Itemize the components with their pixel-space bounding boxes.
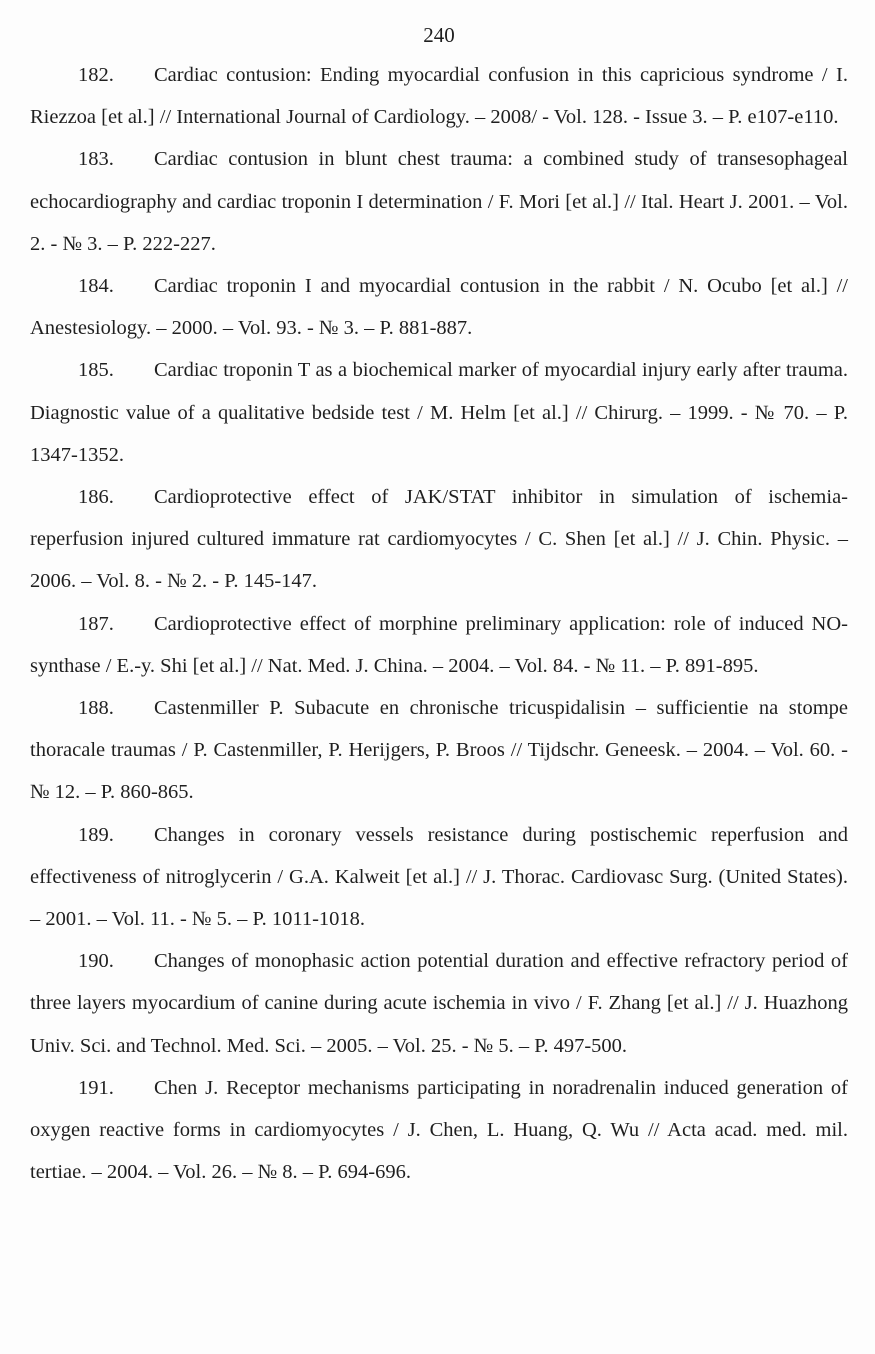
reference-text: Cardioprotective effect of JAK/STAT inhibitor in simulation of ischemia-reperfusion injured cultured immature rat cardiomyocytes / C. Shen [et al.] // J. Chin. Physic. – 2006. – Vol. 8. - № 2. - P. 145-147. xyxy=(30,486,848,593)
reference-number: 187. xyxy=(78,612,114,635)
reference-number: 185. xyxy=(78,359,114,382)
reference-item xyxy=(30,265,848,349)
reference-number: 188. xyxy=(78,697,114,720)
reference-text: Changes in coronary vessels resistance during postischemic reperfusion and effectiveness of nitroglycerin / G.A. Kalweit [et al.] // J. Thorac. Cardiovasc Surg. (United States). – 2001. – Vol. 11. - № 5. – P. 1011-1018. xyxy=(30,823,848,931)
reference-item xyxy=(30,940,848,1067)
reference-text: Cardiac troponin T as a biochemical marker of myocardial injury early after trauma. Diagnostic value of a qualitative bedside test / M. Helm [et al.] // Chirurg. – 1999. - № 70. – P. 1347-1352. xyxy=(30,359,848,466)
reference-item xyxy=(30,349,848,476)
reference-number: 190. xyxy=(78,950,114,973)
reference-item xyxy=(30,603,848,687)
reference-item xyxy=(30,54,848,138)
reference-text: Cardiac contusion: Ending myocardial confusion in this capricious syndrome / I. Riezzoa [et al.] // International Journal of Cardiology. – 2008/ - Vol. 128. - Issue 3. – P. e107-e110. xyxy=(30,64,848,129)
reference-item xyxy=(30,138,848,265)
reference-number: 184. xyxy=(78,275,114,298)
reference-item xyxy=(30,814,848,941)
reference-text: Cardioprotective effect of morphine preliminary application: role of induced NO-synthase / E.-y. Shi [et al.] // Nat. Med. J. China. – 2004. – Vol. 84. - № 11. – P. 891-895. xyxy=(30,612,848,677)
reference-text: Cardiac troponin I and myocardial contusion in the rabbit / N. Ocubo [et al.] // Anestesiology. – 2000. – Vol. 93. - № 3. – P. 881-887. xyxy=(30,275,848,340)
reference-text: Chen J. Receptor mechanisms participating in noradrenalin induced generation of oxygen reactive forms in cardiomyocytes / J. Chen, L. Huang, Q. Wu // Acta acad. med. mil. tertiae. – 2004. – Vol. 26. – № 8. – P. 694-696. xyxy=(30,1076,848,1184)
reference-item xyxy=(30,476,848,603)
reference-text: Cardiac contusion in blunt chest trauma: a combined study of transesophageal echocardiography and cardiac troponin I determination / F. Mori [et al.] // Ital. Heart J. 2001. – Vol. 2. - № 3. – P. 222-227. xyxy=(30,148,848,255)
reference-number: 186. xyxy=(78,486,114,509)
reference-number: 183. xyxy=(78,148,114,171)
reference-text: Castenmiller P. Subacute en chronische tricuspidalisin – sufficientie na stompe thoracale traumas / P. Castenmiller, P. Herijgers, P. Broos // Tijdschr. Geneesk. – 2004. – Vol. 60. - № 12. – P. 860-865. xyxy=(30,697,848,804)
reference-item xyxy=(30,1067,848,1194)
reference-number: 189. xyxy=(78,823,114,846)
reference-number: 182. xyxy=(78,64,114,86)
page-number: 240 xyxy=(423,23,455,47)
reference-list xyxy=(30,54,848,1193)
reference-number: 191. xyxy=(78,1076,114,1099)
reference-text: Changes of monophasic action potential duration and effective refractory period of three layers myocardium of canine during acute ischemia in vivo / F. Zhang [et al.] // J. Huazhong Univ. Sci. and Technol. Med. Sci. – 2005. – Vol. 25. - № 5. – P. 497-500. xyxy=(30,950,848,1057)
reference-item xyxy=(30,687,848,814)
